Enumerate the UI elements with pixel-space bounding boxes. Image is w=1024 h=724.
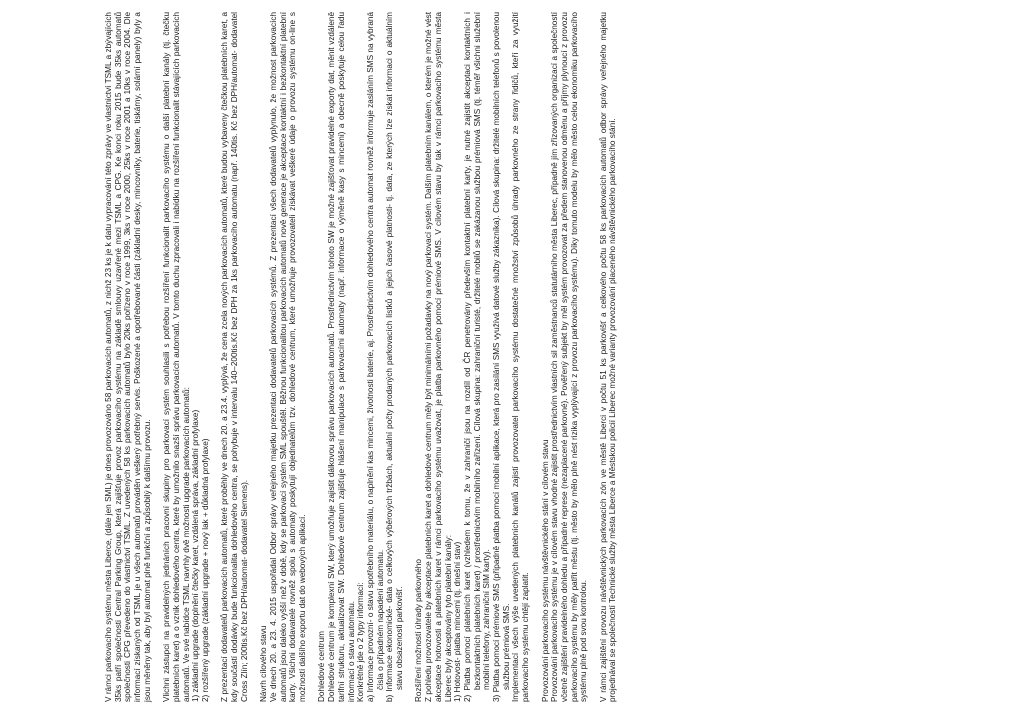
section-text: Dohledové centrum je komplexní SW, který umožňuje zajistit dálkovou správu parkovacích automatů. Prostřednictvím tohoto SW je možné zajišťovat pravidelné exporty dat, měnit vzdáleně tarifní strukturu, aktualizovat SW. Dohledové centrum zajišťuje hlášení manipulace s parkovacími automaty (např. informace o výměně kasy s mincemi) a obecně poskytuje celou řadu informací o stavu automatu. [327,12,356,702]
intro-paragraph-3: Z prezentací dodavatelů parkovacích automatů, které proběhly ve dnech 20. a 23.4. vyplývá, že cena zcela nových parkovacích automatů, které budou vybaveny čtečkou platebních karet, a kdy součástí dodávky bude funkcionalita dohledového centra, se pohybuje v intervalu 140–200tis.Kč bez DPH za 1ks parkovacího automatu (např. 140tis. Kč bez DPH/automat- dodavatel Cross Zlín; 200tis.Kč bez DPH/automat- dodavatel Siemens). [220,12,249,702]
section-text: Z pohledu provozovatele by akceptace platebních karet a dohledové centrum měly být minimálními požadavky na nový parkovací systém. Dalším platebním kanálem, o kterém je možné vést akceptace hotovosti a platebních karet v rámci parkovacího systému uvažovat, je platba parkovného pomocí prémiové SMS. V cílovém stavu by tak v rámci parkovacího systému města Liberec byly akceptovány tyto platební kanály: [424,12,453,702]
list-item: a) Informace provozní- o stavu spotřebního materiálu, o naplnění kas mincemi, životnosti baterie, aj. Prostřednictvím dohledového centra automat rovněž informuje zasláním SMS na vybraná čísla o případném napadení automatu. [365,12,385,702]
list-item: 2) Platba pomocí platebních karet (vzhledem k tomu, že v zahraničí jsou na rozdíl od ČR penetrovány především kontaktní platební karty, je nutné zajistit akceptaci kontaktních i bezkontaktních platebních karet) / prostřednictvím mobilního zařízení. Cílová skupina: zahraniční turisté, držitelé mobilů se zakázanou službou prémiová SMS (tj. téměř všichni služební mobilní telefony, zahraniční SIM karty). [462,12,492,702]
section-heading: Rozšíření možností úhrady parkovného [414,559,424,702]
intro-paragraph-2: Vlichni zástupci na pravidelných jednáních pracovní skupiny pro parkovací systém souhlasili s potřebou rozšíření funkcionalit parkovacího systému o další platební kanály (tj. čtečku platebních karet) a o vznik dohledového centra, které by umožnilo snazší správu parkovacích automatů. V tomto duchu zpracovali i nabídku na rozšíření funkcionalit stávajících parkovacích automatů. Ve své nabídce TSML navrhly dvě možnosti upgrade parkovacích automatů: [162,12,191,702]
list-item: 1) základní upgrade (doplnění čtečky karet, vzdálená správa, základní profylaxe) [191,409,201,702]
list-item: 2) rozšířený upgrade (základní upgrade + nový lak + důkladná profylaxe) [201,438,211,702]
upgrade-list [191,12,210,702]
list-item: b) Informace ekonomické- data o celkových výběrových tržbách, aktuální počty prodaných parkovacích lístků a jejich časové platnosti- tj. data, ze kterých lze získat informaci o aktuálním stavu obsazenosti parkovišť. [385,12,405,702]
section-text: Provozování parkovacího systému je v cílovém stavu vhodné zajistit prostřednictvím vlastních sil zaměstnanců statutárního města Liberec, případně jím zřizovaných organizací a společností včetně zajištění pravidelného dohledu a případné represe (nezaplacené parkovné). Pověřený subjekt by měl systém provozovat za předem stanovenou odměnu a příjmy plynoucí z provozu parkovacího systému by měly patřit městu (tj. město by mělo plně nést rizika vyplývající z provozu parkovacího systému). Díky tomuto modelu by mělo město celou ekonomiku parkovacího systému plně pod svou kontrolou. [550,12,589,702]
section-operation [541,12,590,702]
section-heading: Návrh cílového stavu [259,625,269,702]
closing-paragraph: V rámci zajištění provozu návštěvnických parkovacích zón ve městě Liberci v počtu 51 ks parkovišť a celkového počtu 58 ks parkovacích automatů odbor správy veřejného majetku projednával se společností Technické služby města Liberce a Městskou policií Liberec možné varianty provozování placeného návštěvnického parkovacího stání. [598,12,618,702]
section-target-state [259,12,308,702]
section-payment [414,12,530,702]
document-text-rotated [104,12,1024,702]
list-item: 1) Hotovost- platba mincemi (tj. dnešní stav) [453,541,463,702]
section-heading: Provozování parkovacího systému návštěvnického stání v cílovém stavu [540,439,550,702]
intro-paragraph: V rámci parkovacího systému města Liberce, (dále jen SML) je dnes provozováno 58 parkovacích automatů, z nichž 23 ks je k datu vypracování této zprávy ve vlastnictví TSML a zbývajících 35ks patří společnosti Central Parking Group, která zajišťuje provoz parkovacího systému na základě smlouvy uzavřené mezi TSML a CPG. Ke konci roku 2015 bude 35ks automatů společnosti CPG převedeno do vlastnictví TSML. Z uvedených 58 ks parkovacích automatů bylo 20ks pořízeno v roce 1999, 3ks v roce 2000, 25ks v roce 2001 a 10ks v roce 2004. Dle informací získaných od TSML je u všech automatů prováděn veškerý potřebný servis. Poškozené a opotřebované části (základní desky, mincovníky, baterie, tiskárny, solární panely) byly a jsou měněny tak, aby byl automat plně funkční a způsobilý k dalšímu provozu. [104,12,152,702]
section-monitoring-center [317,12,404,702]
list-item: 3) Platba pomocí prémiové SMS (případně platba pomocí mobilní aplikace, která pro zasílání SMS využívá datové služby zákazníka). Cílová skupina: držitelé mobilních telefonů s povolenou službou prémiová SMS. [492,12,511,702]
section-heading: Dohledové centrum [317,631,327,702]
subheading: Konkrétně jde o 2 typy informací: [356,582,366,702]
section-text: Implementací všech výše uvedených platebních kanálů zajistí provozovatel parkovacího systému dostatečné množství způsobů úhrady parkovného ze strany řidičů, kteří za využití parkovacího systému chtějí zaplatit. [511,12,531,702]
section-text: Ve dnech 20. a 23. 4. 2015 uspořádal Odbor správy veřejného majetku prezentaci dodavatelů parkovacích systémů. Z prezentací všech dodavatelů vyplynulo, že možnost parkovacích automatů jsou daleko vyšší než v době, kdy se parkovací systém SML spouštěl. Běžnou funkcionalitou parkovacích automatů nově generace je akceptace kontaktní i bezkontaktní platební karty. Všichni dodavatelé rovněž spolu s automaty poskytují objednatelům tzv. dohledové centrum, které umožňuje provozovateli získávat veškeré údaje o provozu systému on-line s možností dalšího exportu dat do webových aplikací. [268,12,308,702]
